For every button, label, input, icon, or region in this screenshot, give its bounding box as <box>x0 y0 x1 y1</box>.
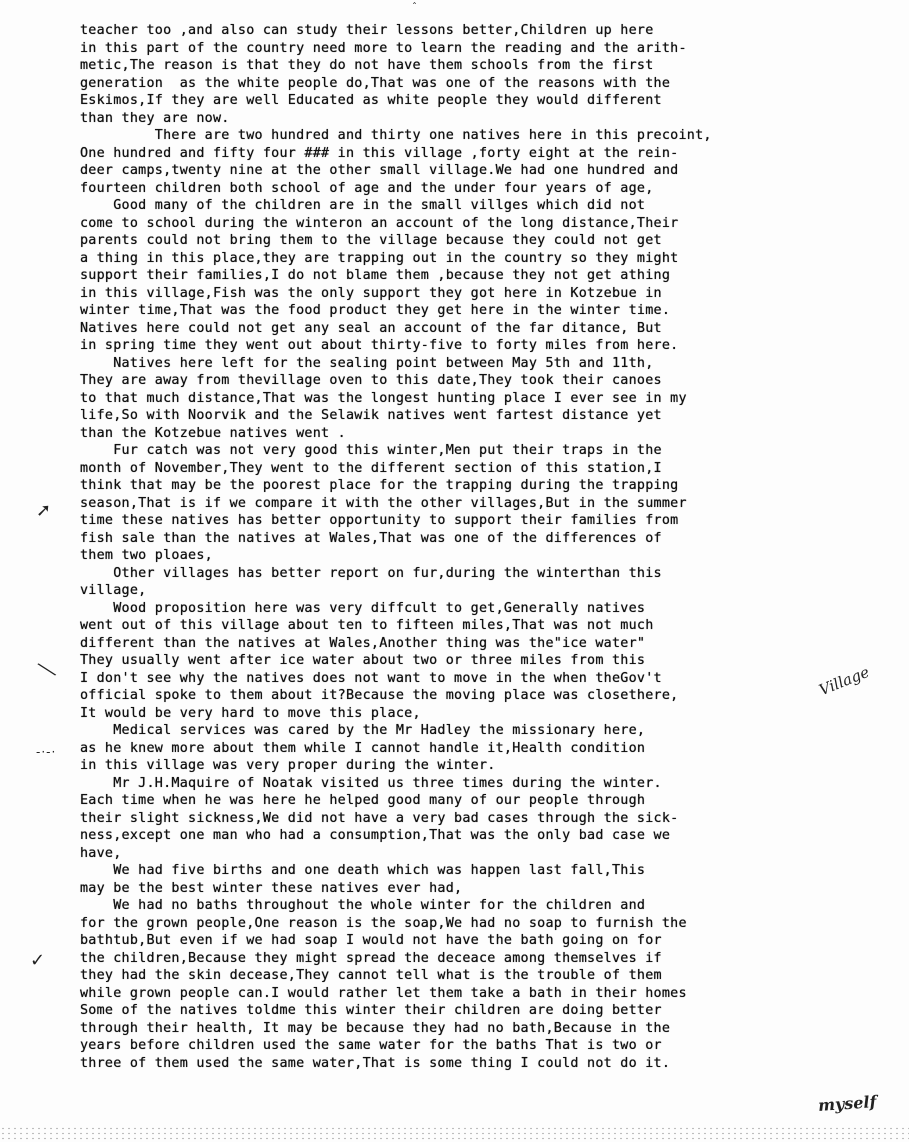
text-line: their slight sickness,We did not have a very bad cases through the sick- <box>80 810 679 826</box>
text-line: official spoke to them about it?Because the moving place was closethere, <box>80 688 679 703</box>
text-line: in this part of the country need more to learn the reading and the arith- <box>80 40 687 56</box>
text-line: years before children used the same water for the baths That is two or <box>80 1038 662 1053</box>
text-line: three of them used the same water,That is some thing I could not do it. <box>80 1055 671 1071</box>
text-line: them two ploaes, <box>80 548 213 563</box>
text-line: generation as the white people do,That was one of the reasons with the <box>80 75 671 91</box>
text-line: different than the natives at Wales,Another thing was the"ice water" <box>80 635 646 651</box>
text-line: support their families,I do not blame them ,because they not get athing <box>80 268 671 283</box>
text-line: in this village was very proper during the winter. <box>80 758 496 773</box>
text-line: than they are now. <box>80 110 230 126</box>
text-line: Eskimos,If they are well Educated as white people they would different <box>80 93 662 108</box>
text-line: It would be very hard to move this place, <box>80 705 421 721</box>
text-line: as he knew more about them while I cannot handle it,Health condition <box>80 740 646 756</box>
scribble-mark-icon: -·-· <box>36 745 57 759</box>
text-line: teacher too ,and also can study their lessons better,Children up here <box>80 23 654 38</box>
text-line: winter time,That was the food product they get here in the winter time. <box>80 303 671 318</box>
text-line: in this village,Fish was the only support they got here in Kotzebue in <box>80 285 662 301</box>
scan-edge <box>0 1126 909 1142</box>
text-line: Some of the natives toldme this winter their children are doing better <box>80 1003 662 1018</box>
text-line: a thing in this place,they are trapping out in the country so they might <box>80 250 679 266</box>
text-line: may be the best winter these natives ever had, <box>80 880 463 896</box>
text-line: Natives here left for the sealing point between May 5th and 11th, <box>80 355 654 371</box>
text-line: Medical services was cared by the Mr Hadley the missionary here, <box>80 723 646 738</box>
text-line: have, <box>80 845 122 861</box>
text-line: There are two hundred and thirty one natives here in this precoint, <box>80 128 712 143</box>
text-line: fish sale than the natives at Wales,That was one of the differences of <box>80 530 662 546</box>
text-line: through their health, It may be because they had no bath,Because in the <box>80 1020 671 1036</box>
text-line: Good many of the children are in the small villges which did not <box>80 198 646 213</box>
text-line: Wood proposition here was very diffcult to get,Generally natives <box>80 600 646 616</box>
text-line: while grown people can.I would rather let them take a bath in their homes <box>80 985 687 1001</box>
text-line: We had five births and one death which was happen last fall,This <box>80 863 646 878</box>
handwritten-myself-note: myself <box>817 1091 877 1116</box>
text-line: One hundred and fifty four ### in this village ,forty eight at the rein- <box>80 145 679 161</box>
text-line: month of November,They went to the different section of this station,I <box>80 460 662 476</box>
check-mark-icon: ✓ <box>30 950 46 971</box>
arrow-mark-icon: ➚ <box>36 500 52 521</box>
text-line: village, <box>80 583 147 598</box>
text-line: went out of this village about ten to fifteen miles,That was not much <box>80 618 654 633</box>
text-line: time these natives has better opportunity to support their families from <box>80 513 679 528</box>
text-line: bathtub,But even if we had soap I would not have the bath going on for <box>80 933 662 948</box>
check-mark-icon: ╲ <box>37 658 56 681</box>
text-line: in spring time they went out about thirty-five to forty miles from here. <box>80 338 679 353</box>
text-line: Natives here could not get any seal an account of the far ditance, But <box>80 320 662 336</box>
text-line: They are away from thevillage oven to this date,They took their canoes <box>80 373 662 388</box>
text-line: to that much distance,That was the longest hunting place I ever see in my <box>80 390 687 406</box>
text-line: Other villages has better report on fur,during the winterthan this <box>80 565 662 581</box>
text-line: than the Kotzebue natives went . <box>80 425 346 441</box>
typed-report-text <box>80 22 850 1072</box>
text-line: They usually went after ice water about two or three miles from this <box>80 653 646 668</box>
top-tick-mark-icon: ˆ <box>412 2 417 13</box>
text-line: Each time when he was here he helped good many of our people through <box>80 793 646 808</box>
text-line: We had no baths throughout the whole winter for the children and <box>80 898 646 913</box>
text-line: they had the skin decease,They cannot tell what is the trouble of them <box>80 968 662 983</box>
text-line: season,That is if we compare it with the other villages,But in the summer <box>80 495 687 511</box>
text-line: Fur catch was not very good this winter,Men put their traps in the <box>80 443 662 458</box>
text-line: come to school during the winteron an account of the long distance,Their <box>80 215 679 231</box>
handwritten-village-note: Village <box>816 662 872 700</box>
text-line: life,So with Noorvik and the Selawik natives went fartest distance yet <box>80 408 662 423</box>
text-line: deer camps,twenty nine at the other small village.We had one hundred and <box>80 163 679 178</box>
text-line: parents could not bring them to the village because they could not get <box>80 233 662 248</box>
text-line: I don't see why the natives does not want to move in the when theGov't <box>80 670 662 686</box>
text-line: the children,Because they might spread the deceace among themselves if <box>80 950 662 966</box>
text-line: for the grown people,One reason is the soap,We had no soap to furnish the <box>80 915 687 931</box>
text-line: think that may be the poorest place for the trapping during the trapping <box>80 478 679 493</box>
text-line: ness,except one man who had a consumption,That was the only bad case we <box>80 828 671 843</box>
text-line: Mr J.H.Maquire of Noatak visited us three times during the winter. <box>80 775 662 791</box>
text-line: metic,The reason is that they do not have them schools from the first <box>80 58 654 73</box>
text-line: fourteen children both school of age and the under four years of age, <box>80 180 654 196</box>
